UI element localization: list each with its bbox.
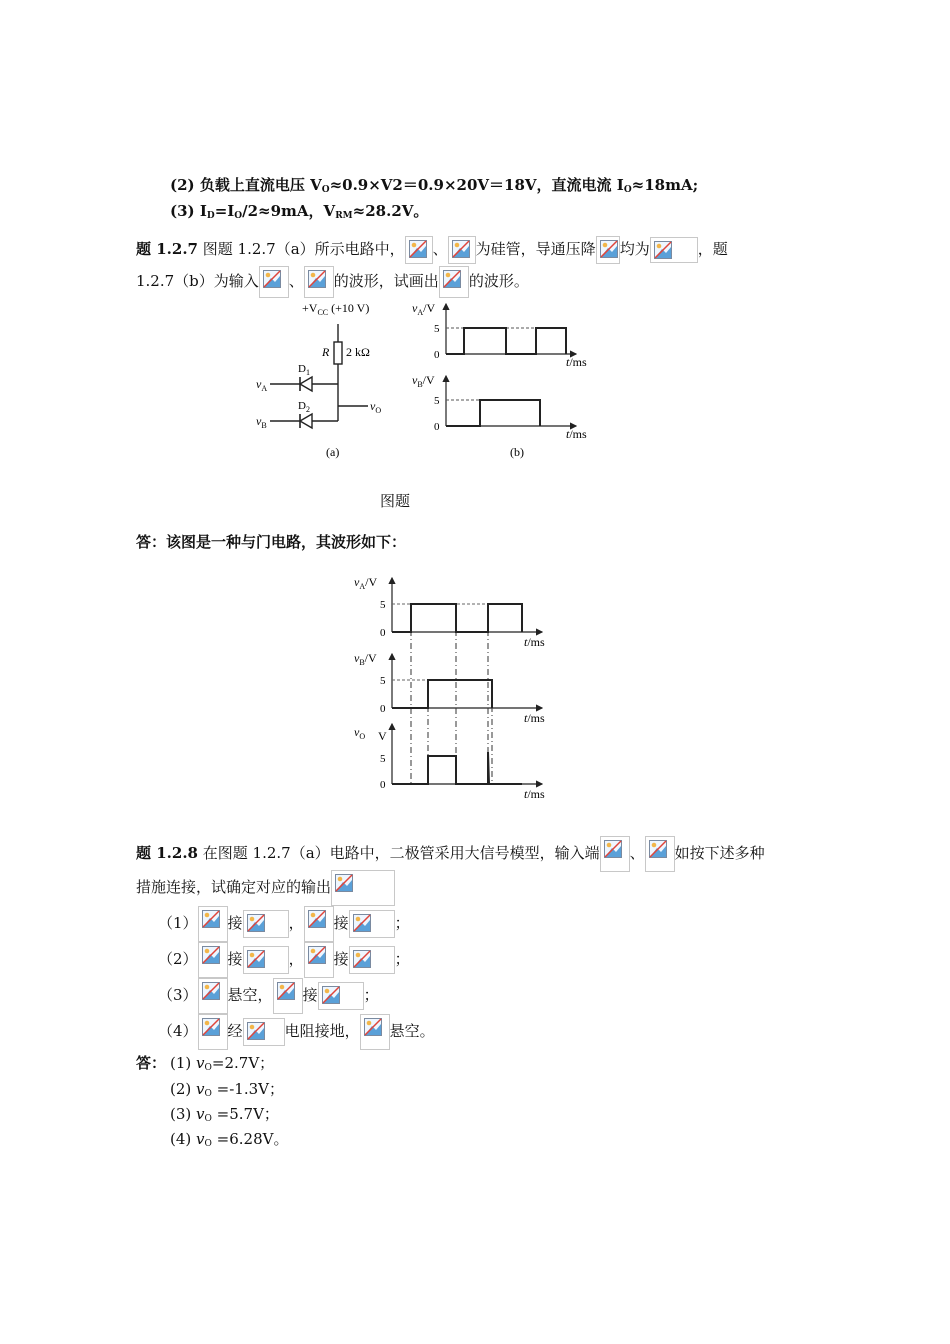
broken-image-icon bbox=[198, 978, 228, 1014]
broken-image-icon bbox=[600, 836, 630, 872]
vb-zero: 0 bbox=[434, 421, 440, 433]
broken-image-icon bbox=[304, 266, 334, 298]
problem-127-line-1: 题 1.2.7 图题 1.2.7（a）所示电路中， 、 为硅管，导通压降 均为 ，题 bbox=[136, 236, 728, 264]
resistor-label: R bbox=[322, 345, 330, 359]
broken-image-icon bbox=[331, 870, 395, 906]
broken-image-glyph bbox=[308, 946, 326, 964]
broken-image-icon bbox=[198, 1014, 228, 1050]
ans-vo-label: $v_O$ bbox=[354, 725, 366, 741]
broken-image-icon bbox=[273, 978, 303, 1014]
measure-item-1: （1） 接 ， 接 ； bbox=[158, 906, 410, 942]
broken-image-glyph bbox=[335, 874, 353, 892]
ans-t-axis-3: t/ms bbox=[524, 787, 545, 801]
figure-caption: 图题 bbox=[380, 492, 411, 510]
broken-image-icon bbox=[243, 946, 289, 974]
measure-item-2: （2） 接 ， 接 ； bbox=[158, 942, 410, 978]
broken-image-icon bbox=[360, 1014, 390, 1050]
broken-image-glyph bbox=[654, 241, 672, 259]
broken-image-glyph bbox=[604, 840, 622, 858]
broken-image-glyph bbox=[263, 270, 281, 288]
broken-image-glyph bbox=[277, 982, 295, 1000]
broken-image-icon bbox=[650, 237, 698, 263]
ans-vb-zero: 0 bbox=[380, 703, 386, 715]
broken-image-glyph bbox=[247, 1022, 265, 1040]
broken-image-glyph bbox=[202, 982, 220, 1000]
broken-image-glyph bbox=[364, 1018, 382, 1036]
vcc-label: $+V_{CC}$ (+10 V) bbox=[302, 301, 370, 317]
answer-128-line-4: (4) $v_O =6.28V$。 bbox=[170, 1130, 289, 1149]
d1-label: $D_1$ bbox=[298, 363, 310, 377]
vo-label: $v_O$ bbox=[370, 399, 382, 415]
broken-image-glyph bbox=[443, 270, 461, 288]
answer-128-line-1: (1) $v_O=2.7V$； bbox=[170, 1054, 275, 1073]
broken-image-icon bbox=[318, 982, 364, 1010]
broken-image-glyph bbox=[202, 1018, 220, 1036]
broken-image-icon bbox=[439, 266, 469, 298]
answer-128-label: 答： bbox=[136, 1054, 167, 1072]
measure-item-3: （3） 悬空， 接 ； bbox=[158, 978, 379, 1014]
broken-image-icon bbox=[304, 906, 334, 942]
t-axis-label-a: t/ms bbox=[566, 355, 587, 369]
broken-image-icon bbox=[448, 236, 476, 264]
va-axis-label: $v_A/V$ bbox=[412, 301, 436, 317]
broken-image-icon bbox=[596, 236, 620, 264]
broken-image-icon bbox=[243, 1018, 285, 1046]
answer-128-line-3: (3) $v_O =5.7V$； bbox=[170, 1105, 279, 1124]
va-level: 5 bbox=[434, 323, 440, 335]
broken-image-glyph bbox=[353, 950, 371, 968]
broken-image-glyph bbox=[649, 840, 667, 858]
broken-image-glyph bbox=[308, 910, 326, 928]
broken-image-glyph bbox=[409, 240, 427, 258]
broken-image-glyph bbox=[202, 910, 220, 928]
broken-image-icon bbox=[198, 906, 228, 942]
vb-axis-label: $v_B/V$ bbox=[412, 373, 435, 389]
problem-128-line-1: 题 1.2.8 在图题 1.2.7（a）电路中，二极管采用大信号模型，输入端 、 如按下述多种 bbox=[136, 836, 765, 872]
ans-vb-level: 5 bbox=[380, 675, 386, 687]
solution-line-2: (2) 负载上直流电压 $V_O\approx 0.9\times V2=0.9\times 20V=18V$，直流电流 $I_O\approx 18mA$; bbox=[170, 176, 699, 195]
solution-line-3: (3) $I_D=I_O/2\approx 9mA$，$V_{RM}\approx 28.2V$。 bbox=[170, 202, 429, 221]
broken-image-glyph bbox=[353, 914, 371, 932]
broken-image-icon bbox=[349, 946, 395, 974]
va-zero: 0 bbox=[434, 349, 440, 361]
broken-image-glyph bbox=[308, 270, 326, 288]
answer-128-line-2: (2) $v_O =-1.3V$； bbox=[170, 1080, 284, 1099]
broken-image-glyph bbox=[322, 986, 340, 1004]
ans-va-level: 5 bbox=[380, 599, 386, 611]
broken-image-icon bbox=[304, 942, 334, 978]
measure-item-4: （4） 经 电阻接地， 悬空。 bbox=[158, 1014, 435, 1050]
broken-image-icon bbox=[243, 910, 289, 938]
t-axis-label-b: t/ms bbox=[566, 427, 587, 441]
ans-vb-label: $v_B/V$ bbox=[354, 651, 377, 667]
resistor-value: 2 kΩ bbox=[346, 345, 370, 359]
ans-vo-level: 5 bbox=[380, 753, 386, 765]
ans-t-axis-1: t/ms bbox=[524, 635, 545, 649]
broken-image-icon bbox=[259, 266, 289, 298]
broken-image-icon bbox=[198, 942, 228, 978]
and-gate-circuit-diagram bbox=[250, 298, 400, 464]
vb-label: $v_B$ bbox=[256, 414, 267, 430]
broken-image-glyph bbox=[202, 946, 220, 964]
caption-a: (a) bbox=[326, 445, 340, 459]
broken-image-glyph bbox=[600, 240, 618, 258]
input-waveforms bbox=[408, 298, 608, 464]
broken-image-glyph bbox=[247, 950, 265, 968]
ans-va-label: $v_A/V$ bbox=[354, 575, 378, 591]
va-label: $v_A$ bbox=[256, 377, 268, 393]
ans-t-axis-2: t/ms bbox=[524, 711, 545, 725]
answer-127: 答：该图是一种与门电路，其波形如下： bbox=[136, 533, 407, 551]
ans-vo-zero: 0 bbox=[380, 779, 386, 791]
broken-image-icon bbox=[349, 910, 395, 938]
vb-level: 5 bbox=[434, 395, 440, 407]
output-waveforms bbox=[352, 572, 548, 802]
broken-image-glyph bbox=[247, 914, 265, 932]
problem-127-line-2: 1.2.7（b）为输入 、 的波形，试画出 的波形。 bbox=[136, 266, 529, 298]
caption-b: (b) bbox=[510, 445, 524, 459]
problem-128-line-2: 措施连接，试确定对应的输出 bbox=[136, 870, 395, 906]
broken-image-icon bbox=[405, 236, 433, 264]
d2-label: $D_2$ bbox=[298, 400, 310, 414]
broken-image-icon bbox=[645, 836, 675, 872]
ans-vo-unit: V bbox=[378, 729, 387, 743]
ans-va-zero: 0 bbox=[380, 627, 386, 639]
broken-image-glyph bbox=[452, 240, 470, 258]
